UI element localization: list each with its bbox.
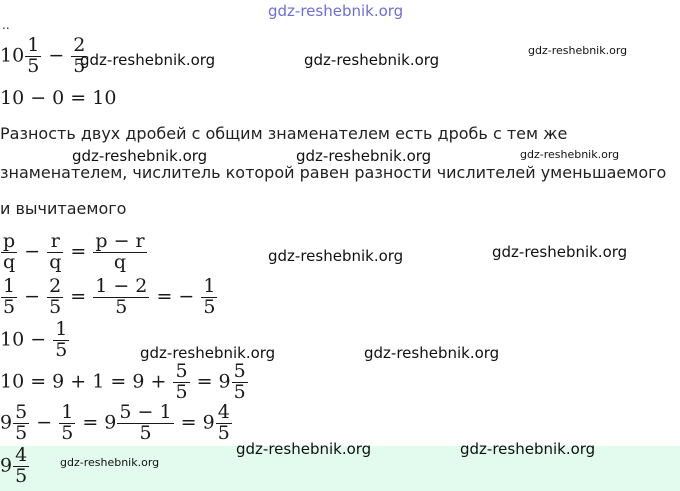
rule-text-line-1: Разность двух дробей с общим знаменателем есть дробь с тем же: [0, 124, 568, 143]
specific-formula: [0, 277, 218, 318]
denominator: 5: [217, 421, 230, 444]
numerator: p − r: [95, 230, 145, 252]
denominator: 5: [55, 338, 68, 361]
denominator: 5: [61, 421, 74, 444]
denominator: 5: [115, 295, 128, 318]
denominator: 5: [3, 295, 16, 318]
expression-line-1: [0, 36, 88, 77]
fraction: [117, 403, 173, 444]
denominator: 5: [233, 380, 246, 403]
denominator: 5: [73, 54, 86, 77]
numerator: 1 − 2: [95, 275, 148, 297]
whole-part: 9: [0, 411, 13, 434]
whole-part: 9: [0, 454, 13, 477]
watermark: gdz-reshebnik.org: [520, 148, 620, 161]
denominator: 5: [49, 295, 62, 318]
fraction: [59, 403, 75, 444]
watermark: gdz-reshebnik.org: [72, 147, 208, 165]
denominator: q: [49, 250, 62, 273]
fraction: [173, 362, 189, 403]
answer: [0, 446, 30, 487]
equals-minus: = −: [156, 285, 195, 308]
watermark: gdz-reshebnik.org: [304, 51, 440, 69]
numerator: p: [3, 230, 16, 252]
left-side: 10 = 9 + 1 = 9 +: [0, 370, 167, 393]
expression-ten-minus: [0, 320, 70, 361]
denominator: 5: [27, 54, 40, 77]
fraction: [1, 232, 17, 273]
fraction: [93, 232, 146, 273]
ellipsis-dots: ..: [2, 18, 10, 32]
fraction: [25, 36, 41, 77]
fraction: [201, 277, 217, 318]
rule-text-line-2: знаменателем, числитель которой равен разности числителей уменьшаемого: [0, 163, 667, 182]
watermark: gdz-reshebnik.org: [364, 344, 500, 362]
denominator: 5: [15, 421, 28, 444]
fraction: [1, 277, 17, 318]
denominator: 5: [175, 380, 188, 403]
numerator: 5: [15, 401, 28, 423]
watermark: gdz-reshebnik.org: [60, 456, 160, 469]
fraction: [13, 403, 29, 444]
numerator: 4: [15, 444, 28, 466]
fraction: [47, 232, 63, 273]
operator: −: [24, 285, 41, 308]
denominator: 5: [203, 295, 216, 318]
equals-nine: = 9: [180, 411, 215, 434]
denominator: 5: [15, 464, 28, 487]
equals-nine: = 9: [196, 370, 231, 393]
watermark: gdz-reshebnik.org: [140, 344, 276, 362]
watermark: gdz-reshebnik.org: [492, 243, 628, 261]
watermark: gdz-reshebnik.org: [80, 51, 216, 69]
numerator: 2: [73, 34, 86, 56]
rule-text-line-3: и вычитаемого: [0, 199, 127, 218]
whole-part: 10: [0, 44, 25, 67]
watermark: gdz-reshebnik.org: [236, 440, 372, 458]
operator: −: [48, 44, 65, 67]
numerator: 1: [203, 275, 216, 297]
numerator: r: [50, 230, 60, 252]
numerator: 5: [175, 360, 188, 382]
equals: =: [70, 240, 87, 263]
watermark: gdz-reshebnik.org: [460, 440, 596, 458]
top-watermark[interactable]: gdz-reshebnik.org: [268, 2, 404, 20]
numerator: 5 − 1: [119, 401, 172, 423]
expression-line-2: 10 − 0 = 10: [0, 87, 117, 109]
fraction: [53, 320, 69, 361]
numerator: 1: [3, 275, 16, 297]
numerator: 1: [27, 34, 40, 56]
operator: −: [36, 411, 53, 434]
fraction: [216, 403, 232, 444]
numerator: 4: [217, 401, 230, 423]
numerator: 1: [61, 401, 74, 423]
expression-calculation: [0, 403, 233, 444]
numerator: 5: [233, 360, 246, 382]
general-formula: [0, 232, 148, 273]
equals: =: [70, 285, 87, 308]
numerator: 2: [49, 275, 62, 297]
watermark: gdz-reshebnik.org: [296, 147, 432, 165]
denominator: q: [113, 250, 127, 273]
denominator: 5: [139, 421, 152, 444]
operator: −: [24, 240, 41, 263]
watermark: gdz-reshebnik.org: [528, 44, 628, 57]
numerator: 1: [55, 318, 68, 340]
fraction: [93, 277, 149, 318]
watermark: gdz-reshebnik.org: [268, 247, 404, 265]
fraction: [47, 277, 63, 318]
expression-ten-equals: [0, 362, 249, 403]
equals-nine: = 9: [82, 411, 117, 434]
fraction: [13, 446, 29, 487]
fraction: [232, 362, 248, 403]
denominator: q: [3, 250, 16, 273]
whole-part: 10 −: [0, 328, 47, 351]
